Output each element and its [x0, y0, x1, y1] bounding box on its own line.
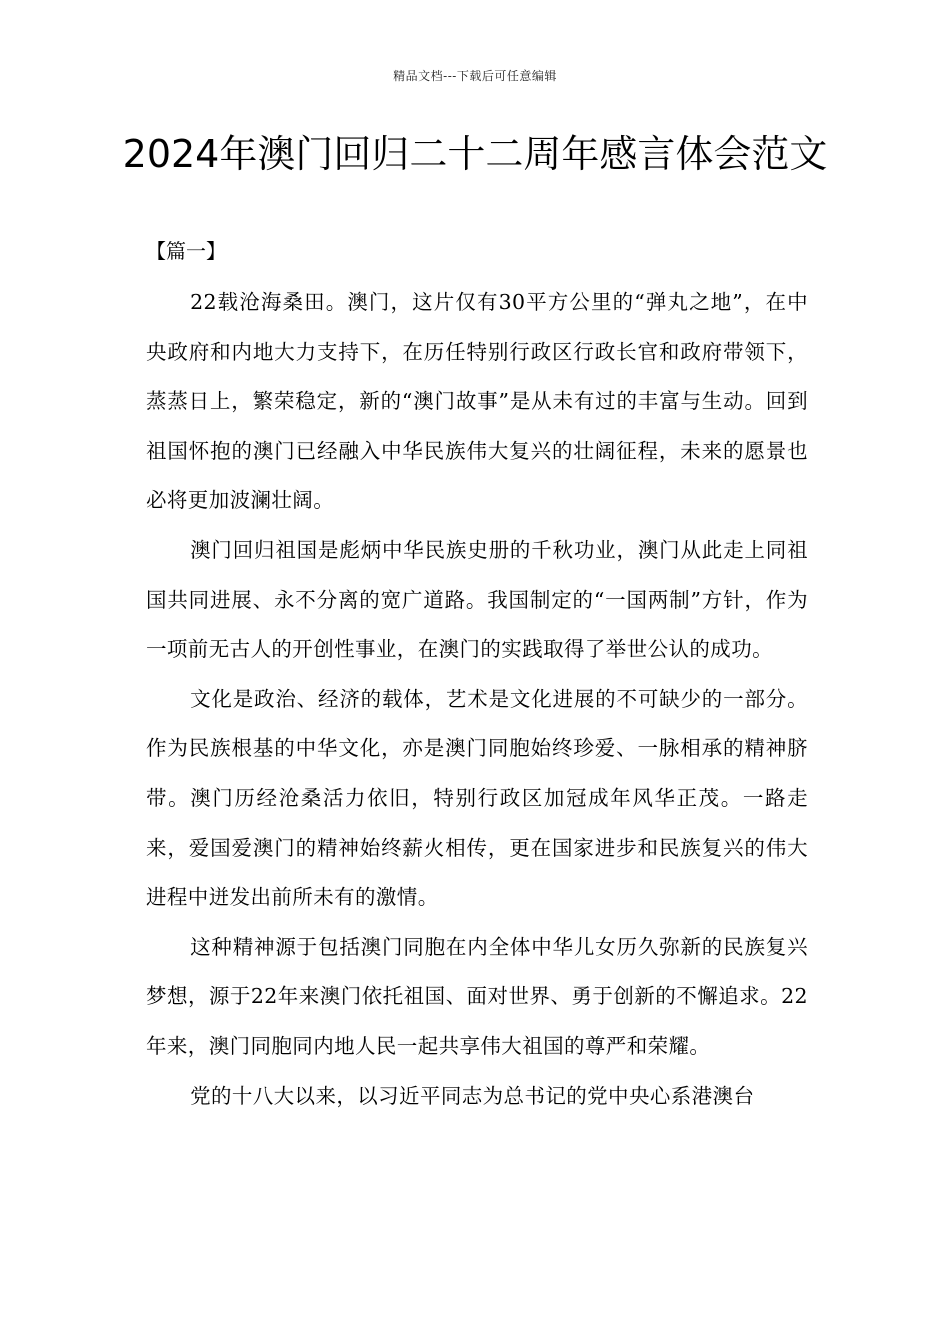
paragraph-4: 这种精神源于包括澳门同胞在内全体中华儿女历久弥新的民族复兴梦想，源于22年来澳门依托祖国、面对世界、勇于创新的不懈追求。22年来，澳门同胞同内地人民一起共享伟大祖国的尊严和荣耀。: [146, 934, 808, 1058]
paragraph-3: 文化是政治、经济的载体，艺术是文化进展的不可缺少的一部分。作为民族根基的中华文化，亦是澳门同胞始终珍爱、一脉相承的精神脐带。澳门历经沧桑活力依旧，特别行政区加冠成年风华正茂。一路走来，爱国爱澳门的精神始终薪火相传，更在国家进步和民族复兴的伟大进程中迸发出前所未有的激情。: [146, 686, 808, 910]
document-body: [146, 278, 808, 1121]
paragraph-2: 澳门回归祖国是彪炳中华民族史册的千秋功业，澳门从此走上同祖国共同进展、永不分离的宽广道路。我国制定的“一国两制”方针，作为一项前无古人的开创性事业，在澳门的实践取得了举世公认的成功。: [146, 537, 808, 662]
paragraph-1: 22载沧海桑田。澳门，这片仅有30平方公里的“弹丸之地”，在中央政府和内地大力支持下，在历任特别行政区行政长官和政府带领下，蒸蒸日上，繁荣稳定，新的“澳门故事”是从未有过的丰富与生动。回到祖国怀抱的澳门已经融入中华民族伟大复兴的壮阔征程，未来的愿景也必将更加波澜壮阔。: [146, 290, 808, 513]
header-note: 精品文档---下载后可任意编辑: [393, 69, 557, 83]
section-label: 【篇一】: [146, 239, 226, 263]
paragraph-5: 党的十八大以来，以习近平同志为总书记的党中央心系港澳台: [190, 1083, 755, 1108]
document-title: 2024年澳门回归二十二周年感言体会范文: [122, 132, 828, 176]
